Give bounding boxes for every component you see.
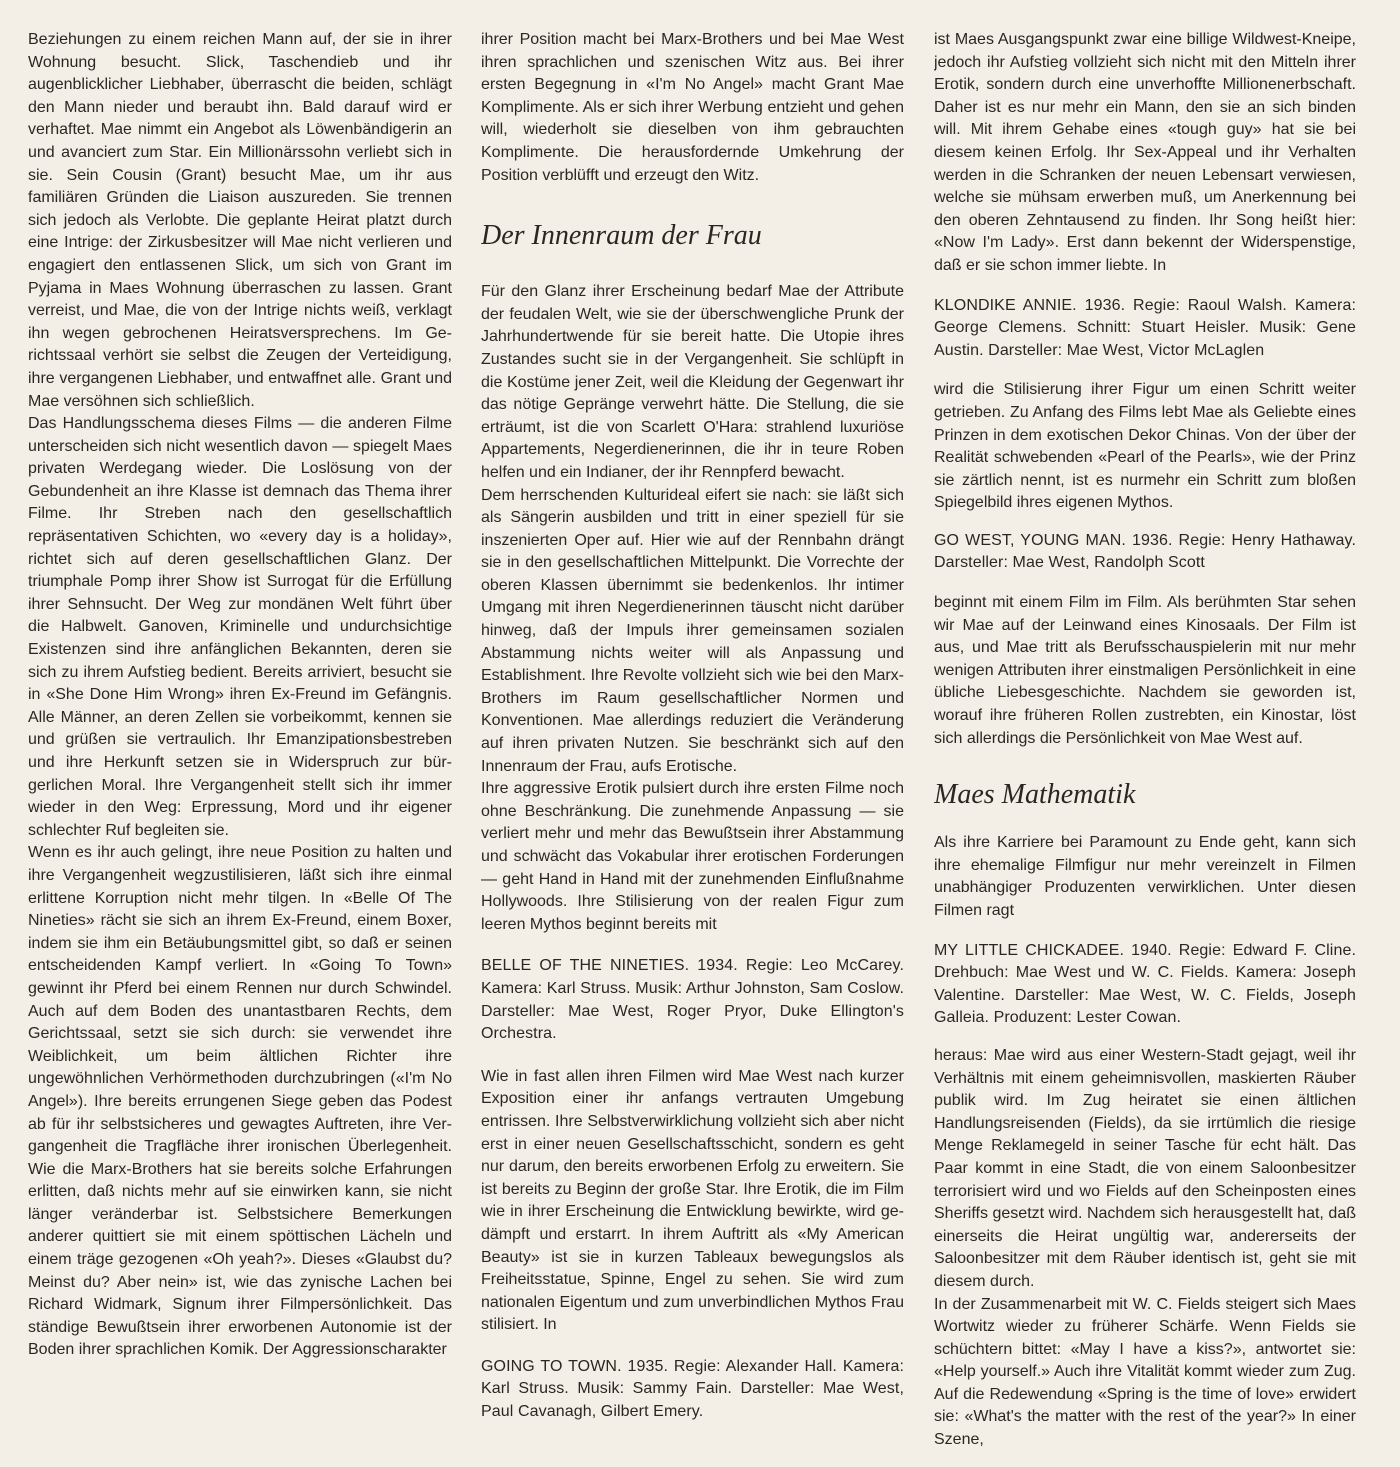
paragraph: beginnt mit einem Film im Film. Als berühmten Star sehen wir Mae auf der Leinwand eines Kinosaals. Der Film ist aus, und Mae tritt als Berufsschauspielerin mit nur mehr wenigen Attributen ihrer einstmaligen Persönlichkeit in eine übliche Liebesgeschichte. Nachdem sie geworden ist, worauf ihre früheren Rollen zustrebten, ein Kinostar, löst sich allerdings die Persönlichkeit von Mae West auf. bbox=[934, 594, 1356, 747]
paragraph: Als ihre Karriere bei Paramount zu Ende geht, kann sich ihre ehemalige Filmfigur nur mehr vereinzelt in Filmen unabhängiger Produzenten verwirklichen. Unter diesen Filmen ragt bbox=[934, 834, 1356, 919]
paragraph: Wenn es ihr auch gelingt, ihre neue Position zu halten und ihre Vergangenheit wegzustilisieren, läßt sich ihre einmal erlittene Korruption nicht mehr tilgen. In «Belle Of The Nineties» rächt sie sich an ihrem Ex-Freund, einem Boxer, indem sie ihm ein Betäubungsmittel gibt, so daß er seinen entscheidenden Kampf verliert. In «Going To Town» gewinnt ihr Pferd bei einem Rennen nur durch Schwindel. Auch auf dem Boden des unantastbaren Rechts, dem Gerichtssaal, setzt sie sich durch: sie verwendet ihre Weiblichkeit, um beim ältlichen Richter ihre ungewöhnlichen Verhörmethoden durchzubringen («I'm No Angel»). Ihre bereits errungenen Siege geben das Podest ab für ihr selbstsicheres und gewagtes Auftreten, ihre Vergangenheit die Tragfläche ihrer ironischen Überlegenheit. Wie die Marx-Brothers hat sie bereits solche Erfahrungen erlitten, daß nichts mehr auf sie einwirken kann, sie nicht länger veränderbar ist. Selbstsichere Bemerkungen anderer quittiert sie mit einem spöttischen Lächeln und einem träge gezogenen «Oh yeah?». Dieses «Glaubst du? Meinst du? Aber nein» ist, wie das zynische Lachen bei Richard Widmark, Signum ihrer Filmpersönlichkeit. Das ständige Bewußtsein ihrer erworbenen Autonomie ist der Boden ihrer sprachlichen Komik. Der Aggressionscharakter bbox=[28, 844, 452, 1359]
paragraph: heraus: Mae wird aus einer Western-Stadt gejagt, weil ihr Verhältnis mit einem geheimnisvollen, maskierten Räuber publik wird. Im Zug heiratet sie einen ältlichen Handlungsreisenden (Fields), da sie irrtümlich die riesige Menge Reklamegeld in seiner Tasche für echt hält. Das Paar kommt in eine Stadt, die von einem Saloonbesitzer terrorisiert wird und wo Fields auf den Scheinposten eines Sheriffs gesetzt wird. Nachdem sich herausgestellt hat, daß einerseits die Heirat ungültig war, andererseits der Saloonbesitzer mit dem Räuber identisch ist, geht sie mit diesem durch. bbox=[934, 1046, 1356, 1290]
film-credit: BELLE OF THE NINETIES. 1934. Regie: Leo McCarey. Kamera: Karl Struss. Musik: Arthur Johnston, Sam Coslow. Darsteller: Mae West, Roger Pryor, Duke Ellington's Orchestra. bbox=[481, 957, 904, 1043]
paragraph: In der Zusammenarbeit mit W. C. Fields steigert sich Maes Wortwitz wieder zu früherer Schärfe. Wenn Fields sie schüchtern bittet: «May I have a kiss?», antwortet sie: «Help yourself.» Auch ihre Vitalität kommt wieder zum Zug. Auf die Redewendung «Spring is the time of love» erwidert sie: «What's the matter with the rest of the year?» In einer Szene, bbox=[934, 1295, 1356, 1449]
film-credit: MY LITTLE CHICKADEE. 1940. Regie: Edward F. Cline. Drehbuch: Mae West und W. C. Fields. Kamera: Joseph Valentine. Darsteller: Mae West, W. C. Fields, Joseph Galleia. Produzent: Lester Cowan. bbox=[934, 941, 1356, 1027]
film-credit: GOING TO TOWN. 1935. Regie: Alexander Hall. Kamera: Karl Struss. Musik: Sammy Fain. Darsteller: Mae West, Paul Cavanagh, Gilbert Emery. bbox=[481, 1357, 904, 1421]
paragraph: ist Maes Ausgangspunkt zwar eine billige Wildwest-Kneipe, jedoch ihr Aufstieg vollzieht sich nicht mit den Mitteln ihrer Erotik, sondern durch eine unverhoffte Millionenerbschaft. Daher ist es nur mehr ein Mann, den sie an sich binden will. Mit ihrem Gehabe eines «tough guy» hat sie bei diesem keinen Erfolg. Ihr Sex-Appeal und ihr Verhalten werden in die Schranken der neuen Lebensart verwiesen, welche sie mühsam erwerben muß, um Anerkennung bei den oberen Zehntausend zu finden. Ihr Song heißt hier: «Now I'm Lady». Erst dann bekennt der Widerspenstige, daß er sie schon immer liebte. In bbox=[934, 31, 1356, 274]
film-credit: GO WEST, YOUNG MAN. 1936. Regie: Henry Hathaway. Darsteller: Mae West, Randolph Scott bbox=[934, 531, 1356, 572]
paragraph: wird die Stilisierung ihrer Figur um einen Schritt weiter getrieben. Zu Anfang des Films lebt Mae als Geliebte eines Prinzen in dem exotischen Dekor Chinas. Von der über der Realität schwebenden «Pearl of the Pearls», wie der Prinz sie zärtlich nennt, ist es nurmehr ein Schritt zum bloßen Spiegelbild ihres eigenen Mythos. bbox=[934, 381, 1356, 512]
film-credit: KLONDIKE ANNIE. 1936. Regie: Raoul Walsh. Kamera: George Clemens. Schnitt: Stuart Heisler. Musik: Gene Austin. Darsteller: Mae West, Victor McLaglen bbox=[934, 296, 1356, 359]
paragraph: Ihre aggressive Erotik pulsiert durch ihre ersten Filme noch ohne Beschränkung. Die zunehmende Anpassung — sie verliert mehr und mehr das Bewußtsein ihrer Abstammung und schwächt das Vokabular ihrer erotischen Forderungen — geht Hand in Hand mit der zunehmenden Einflußnahme Hollywoods. Ihre Stilisierung von der realen Figur zum leeren Mythos beginnt bereits mit bbox=[481, 780, 904, 933]
text-column-right bbox=[934, 29, 1356, 1449]
paragraph: Das Handlungsschema dieses Films — die anderen Filme unterscheiden sich nicht wesentlich davon — spiegelt Maes privaten Werdegang wieder. Die Loslösung von der Gebundenheit an ihre Klasse ist demnach das Thema ihrer Filme. Ihr Streben nach den gesellschaftlich repräsentativen Schichten, wo «every day is a holiday», richtet sich auf deren gesellschaftlichen Glanz. Der triumphale Pomp ihrer Show ist Surrogat für die Erfüllung ihrer Sehnsucht. Der Weg zur mondänen Welt führt über die Halbwelt. Ganoven, Kriminelle und undurchsichtige Existenzen sind ihre anfänglichen Bekannten, deren sie sich zu ihrem Aufstieg bedient. Bereits arriviert, besucht sie in «She Done Him Wrong» ihren Ex-Freund im Gefängnis. Alle Männer, an deren Zellen sie vorbeikommt, kennen sie und grüßen sie vertraulich. Ihr Emanzipationsbestreben und ihre Herkunft setzen sie in Widerspruch zur bürgerlichen Moral. Ihre Vergangenheit stellt sich ihr immer wieder in den Weg: Erpressung, Mord und ihr eigener schlechter Ruf begleiten sie. bbox=[28, 415, 452, 839]
paragraph: Beziehungen zu einem reichen Mann auf, der sie in ihrer Wohnung besucht. Slick, Taschendieb und ihr augenblicklicher Liebhaber, überrascht die beiden, schlägt den Mann nieder und beraubt ihn. Bald darauf wird er verhaftet. Mae nimmt ein Angebot als Löwenbändigerin an und avanciert zum Star. Ein Millionärssohn verliebt sich in sie. Sein Cousin (Grant) besucht Mae, um ihr aus familiären Gründen die Liaison auszureden. Sie trennen sich jedoch als Verlobte. Die geplante Heirat platzt durch eine Intrige: der Zirkusbesitzer will Mae nicht verlieren und engagiert den entlassenen Slick, um sich von Grant im Pyjama in Maes Wohnung überraschen zu lassen. Grant verreist, und Mae, die von der Intrige nichts weiß, verklagt ihn wegen gebrochenen Heiratsversprechens. Im Gerichtssaal verhört sie selbst die Zeugen der Verteidigung, ihre vergangenen Liebhaber, und entwaffnet alle. Grant und Mae versöhnen sich schließlich. bbox=[28, 31, 452, 410]
paragraph: Dem herrschenden Kulturideal eifert sie nach: sie läßt sich als Sängerin ausbilden und tritt in einer speziell für sie inszenierten Oper auf. Hier wie auf der Rennbahn drängt sie in den gesellschaftlichen Mittelpunkt. Die Vorrechte der oberen Klassen übernimmt sie bedenkenlos. Ihr intimer Umgang mit ihren Negerdienerinnen täuscht nicht darüber hinweg, daß der Impuls ihrer gemeinsamen sozialen Abstammung nichts weiter will als Anpassung und Establishment. Ihre Revolte vollzieht sich wie bei den Marx-Brothers im Raum gesellschaftlicher Normen und Konventionen. Mae allerdings reduziert die Veränderung auf ihren privaten Nutzen. Sie beschränkt sich auf den Innenraum der Frau, aufs Erotische. bbox=[481, 486, 904, 775]
text-column-left bbox=[28, 29, 452, 1449]
paragraph: Wie in fast allen ihren Filmen wird Mae West nach kurzer Exposition einer ihr anfangs vertrauten Umgebung entrissen. Ihre Selbstverwirklichung vollzieht sich aber nicht erst in einer neuen Gesellschaftsschicht, sondern es geht nur darum, den bereits erworbenen Erfolg zu erweitern. Sie ist bereits zu Beginn der große Star. Ihre Erotik, die im Film wie in ihrer Erscheinung die Entwicklung bewirkte, wird gedämpft und erstarrt. In ihrem Auftritt als «My American Beauty» ist sie in kurzen Tableaux bewegungslos als Freiheitsstatue, Spinne, Engel zu sehen. Sie wird zum nationalen Eigentum und zum unverbindlichen Mythos Frau stilisiert. In bbox=[481, 1067, 904, 1334]
paragraph: ihrer Position macht bei Marx-Brothers und bei Mae West ihren sprachlichen und szenischen Witz aus. Bei ihrer ersten Begegnung in «I'm No Angel» macht Grant Mae Komplimente. Als er sich ihrer Werbung entzieht und gehen will, wiederholt sie dieselben von ihm gebrauchten Komplimente. Die herausfordernde Umkehrung der Position verblüfft und erzeugt den Witz. bbox=[481, 31, 904, 184]
section-heading: Maes Mathematik bbox=[934, 779, 1136, 811]
text-column-middle bbox=[481, 29, 904, 1449]
section-heading: Der Innenraum der Frau bbox=[481, 220, 762, 252]
paragraph: Für den Glanz ihrer Erscheinung bedarf Mae der Attribute der feudalen Welt, wie sie der überschwengliche Prunk der Jahrhundertwende für sie bereit hatte. Die Utopie ihres Zustandes sucht sie in der Vergangenheit. Sie schlüpft in die Kostüme jener Zeit, weil die Kleidung der Gegenwart ihr das nötige Gepränge verwehrt hätte. Die Stellung, die sie erträumt, ist die von Scarlett O'Hara: strahlend luxuriöse Appartements, Negerdienerinnen, die ihr in teure Roben helfen und ein Indianer, der ihr Rennpferd bewacht. bbox=[481, 283, 904, 481]
